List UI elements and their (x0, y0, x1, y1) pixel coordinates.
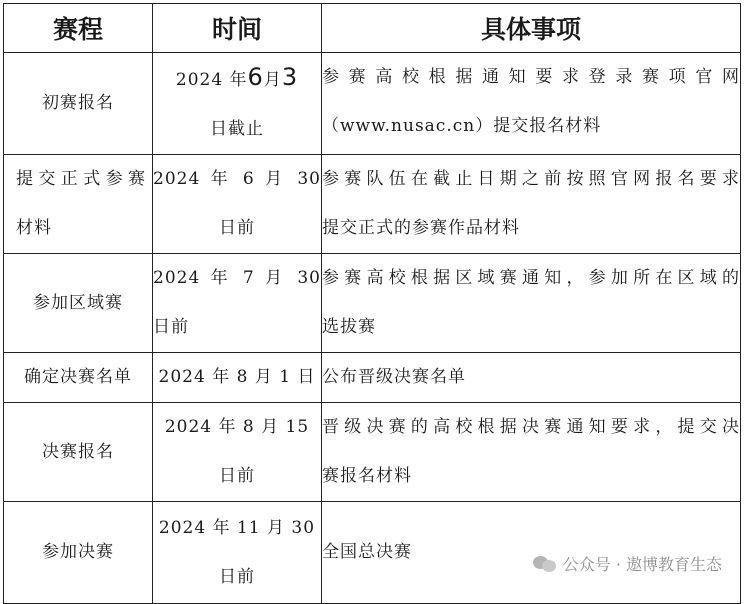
time-line-2: 日截止 (210, 119, 264, 139)
detail-line-1: 参赛队伍在截止日期之前按照官网报名要求 (322, 169, 740, 189)
time-cell (153, 254, 322, 353)
stage-label: 确定决赛名单 (24, 367, 132, 387)
detail-line-2: （www.nusac.cn）提交报名材料 (322, 116, 602, 136)
table-row (4, 53, 741, 155)
wechat-watermark (533, 552, 722, 575)
detail-line-1: 全国总决赛 (322, 542, 412, 562)
table-row (4, 403, 741, 502)
time-cell (153, 403, 322, 502)
stage-cell (4, 254, 153, 353)
time-line-2: 日前 (219, 218, 255, 238)
table-row (4, 353, 741, 403)
stage-cell (4, 403, 153, 502)
detail-cell (322, 353, 741, 403)
detail-line-1: 参赛高校根据通知要求登录赛项官网 (322, 67, 740, 87)
time-line-1: 2024 年 8 月 1 日 (158, 367, 316, 387)
stage-label: 提交正式参赛 (16, 169, 146, 189)
stage-cell (4, 502, 153, 604)
detail-line-2: 赛报名材料 (322, 466, 412, 486)
time-line-2: 日前 (219, 466, 255, 486)
stage-label: 初赛报名 (42, 93, 114, 113)
detail-line-1: 参赛高校根据区域赛通知，参加所在区域的 (322, 268, 740, 288)
detail-cell (322, 155, 741, 254)
time-line-1: 2024 年 8 月 15 (164, 417, 310, 437)
header-row (4, 4, 741, 53)
detail-cell (322, 403, 741, 502)
time-cell (153, 53, 322, 155)
stage-label: 决赛报名 (42, 441, 114, 462)
table-row (4, 155, 741, 254)
detail-line-1: 晋级决赛的高校根据决赛通知要求，提交决 (322, 417, 740, 437)
time-line-1: 2024 年 11 月 30 (158, 517, 316, 538)
detail-line-2: 提交正式的参赛作品材料 (322, 218, 520, 238)
stage-cell (4, 53, 153, 155)
time-line-2: 日前 (219, 566, 255, 587)
stage-label: 参加决赛 (42, 542, 114, 562)
detail-cell (322, 254, 741, 353)
stage-label-line-2: 材料 (16, 218, 52, 238)
time-line-1: 2024 年 6 月 30 (153, 169, 321, 189)
time-cell (153, 502, 322, 604)
stage-label: 参加区域赛 (33, 292, 123, 313)
wechat-icon (533, 554, 557, 574)
watermark-text: 公众号 · 遨博教育生态 (562, 555, 722, 574)
time-cell (153, 155, 322, 254)
time-line-2: 日前 (153, 317, 189, 337)
time-cell (153, 353, 322, 403)
detail-line-2: 选拔赛 (322, 317, 376, 337)
schedule-table (3, 3, 741, 604)
stage-cell (4, 353, 153, 403)
header-time: 时间 (153, 4, 322, 53)
time-line-1: 2024 年6月3 (175, 63, 299, 91)
header-details: 具体事项 (322, 4, 741, 53)
detail-cell (322, 53, 741, 155)
detail-line-1: 公布晋级决赛名单 (322, 367, 466, 387)
time-line-1: 2024 年 7 月 30 (153, 268, 321, 288)
table-row (4, 254, 741, 353)
header-stage: 赛程 (4, 4, 153, 53)
stage-cell (4, 155, 153, 254)
